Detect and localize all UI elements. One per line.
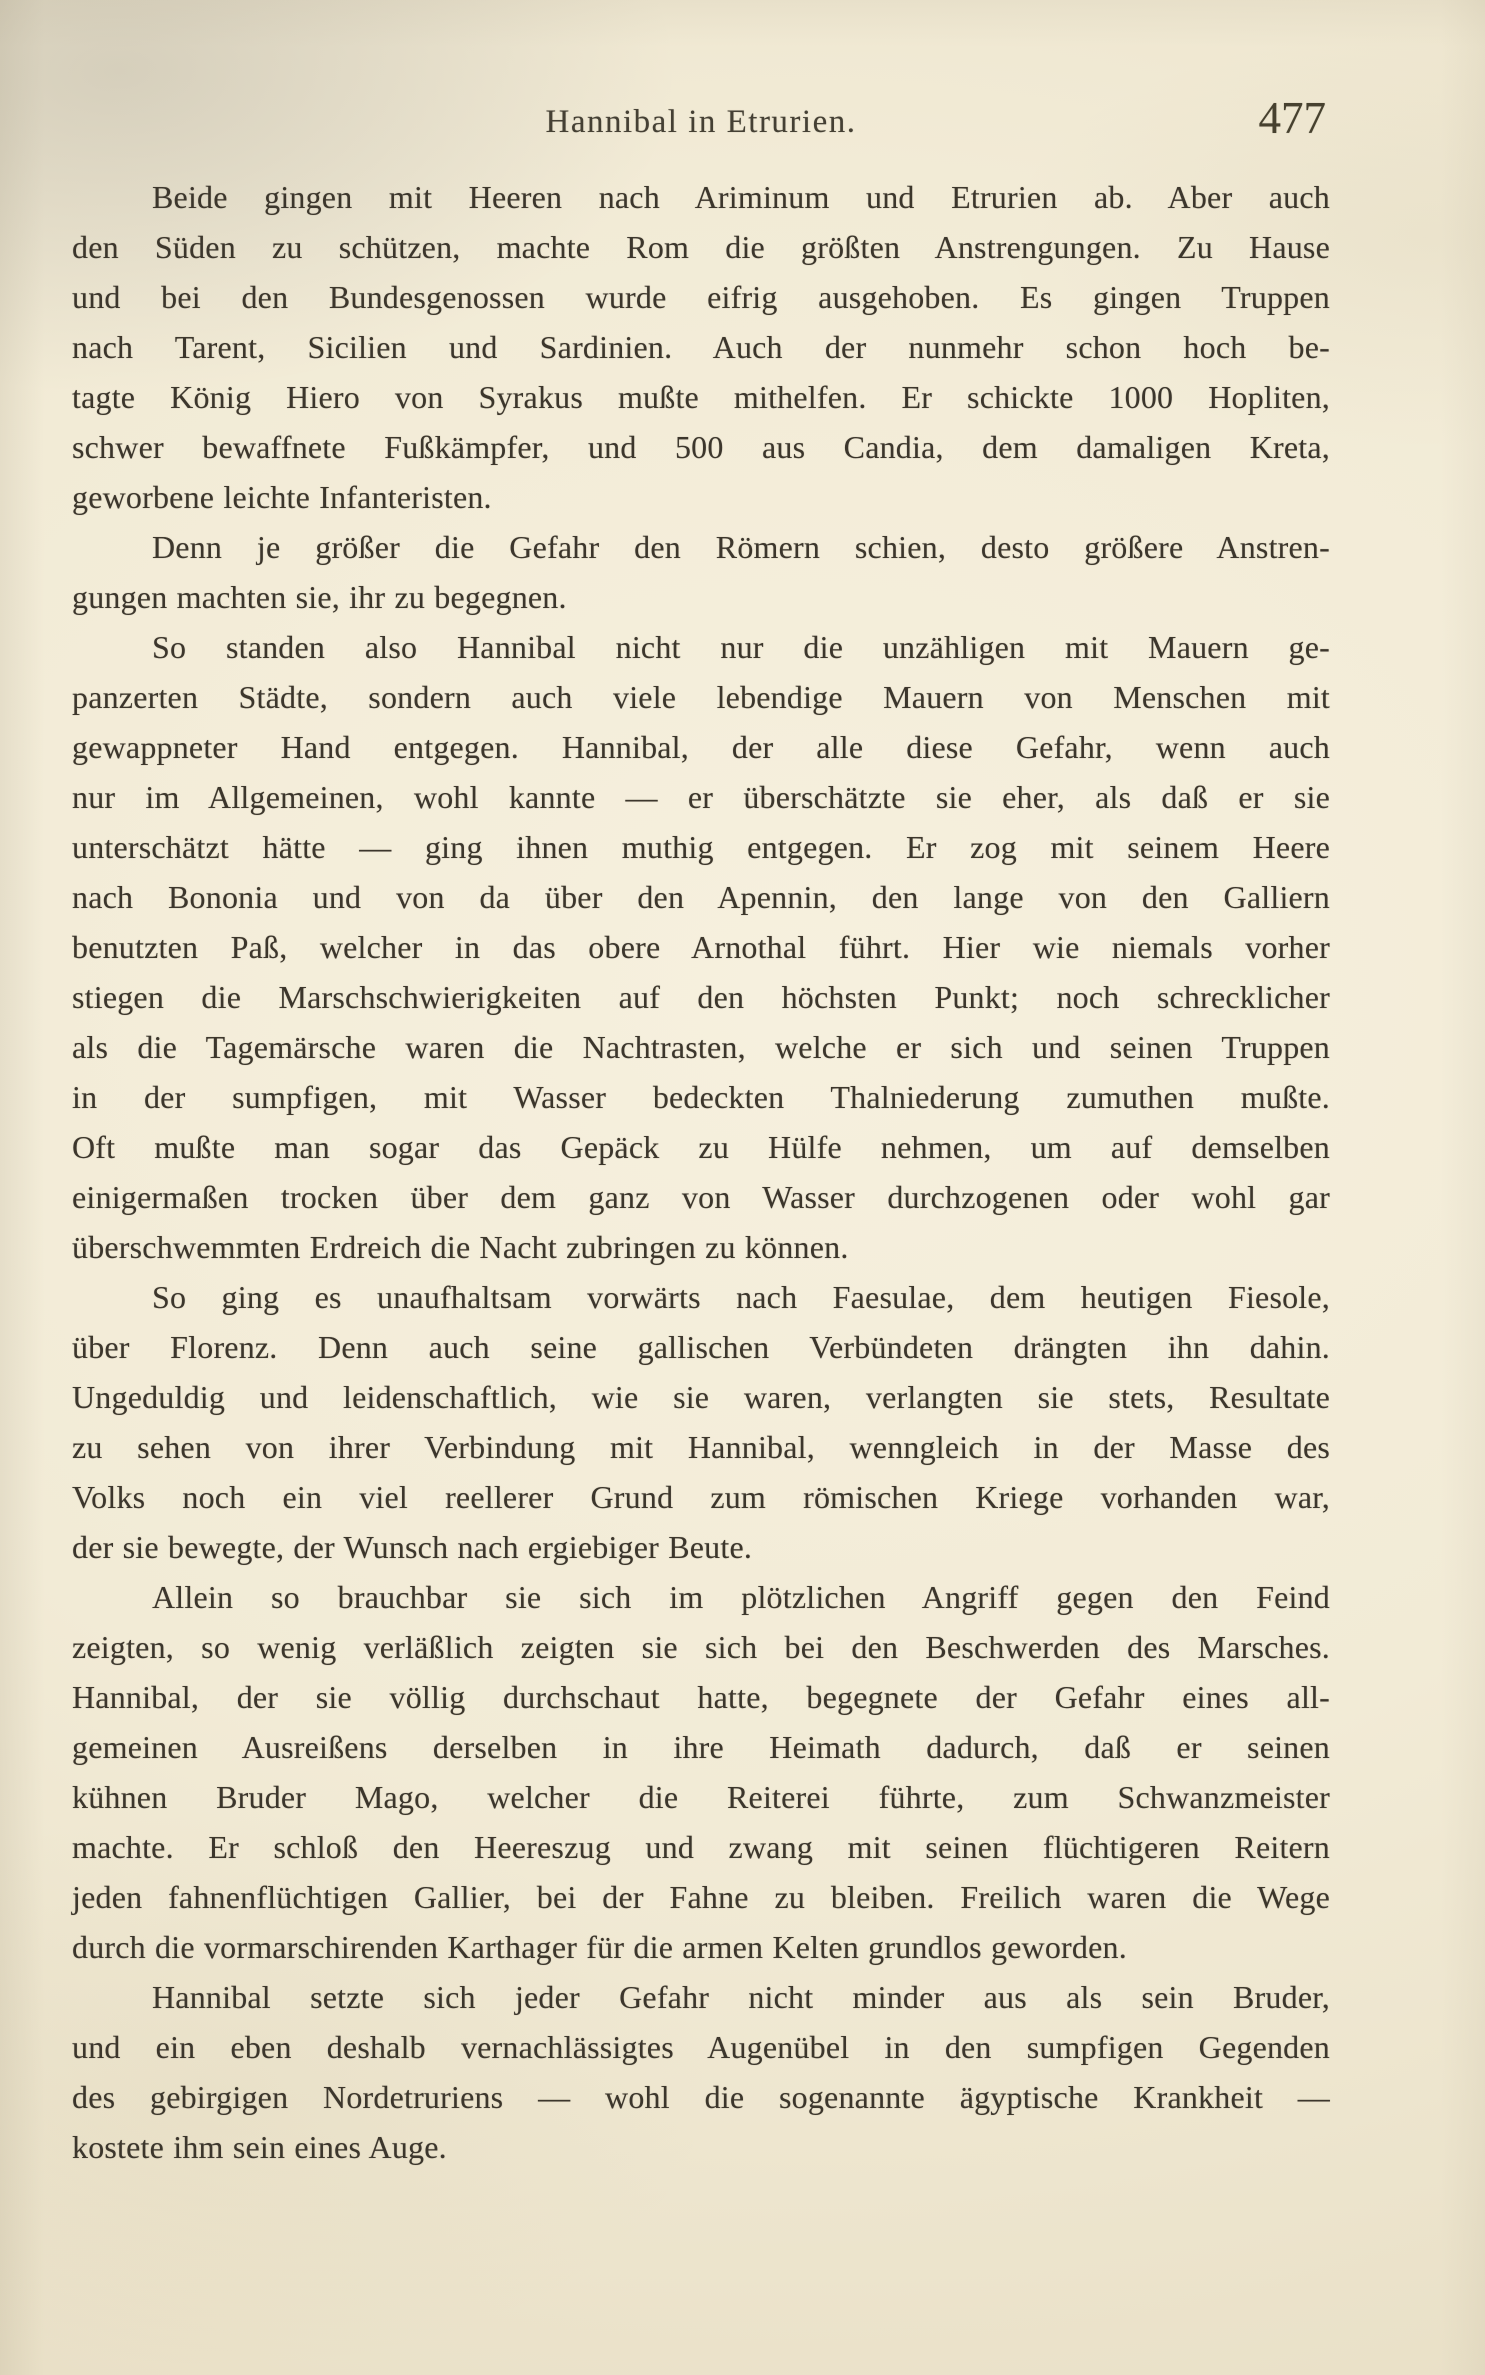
page-header bbox=[72, 92, 1330, 150]
paragraph bbox=[72, 622, 1330, 1272]
paragraph bbox=[72, 1572, 1330, 1972]
paragraph bbox=[72, 522, 1330, 622]
text-line: gungen machten sie, ihr zu begegnen. bbox=[72, 579, 567, 615]
text-line: tagte König Hiero von Syrakus mußte mithelfen. Er schickte 1000 Hopliten, bbox=[72, 379, 1330, 415]
text-line: benutzten Paß, welcher in das obere Arnothal führt. Hier wie niemals vorher bbox=[72, 929, 1330, 965]
paragraph bbox=[72, 1972, 1330, 2172]
text-line: Ungeduldig und leidenschaftlich, wie sie waren, verlangten sie stets, Resultate bbox=[72, 1379, 1330, 1415]
text-line: gewappneter Hand entgegen. Hannibal, der alle diese Gefahr, wenn auch bbox=[72, 729, 1330, 765]
text-line: geworbene leichte Infanteristen. bbox=[72, 479, 492, 515]
text-line: stiegen die Marschschwierigkeiten auf den höchsten Punkt; noch schrecklicher bbox=[72, 979, 1330, 1015]
text-line: der sie bewegte, der Wunsch nach ergiebiger Beute. bbox=[72, 1529, 753, 1565]
text-line: und ein eben deshalb vernachlässigtes Augenübel in den sumpfigen Gegenden bbox=[72, 2029, 1330, 2065]
text-line: panzerten Städte, sondern auch viele lebendige Mauern von Menschen mit bbox=[72, 679, 1330, 715]
text-line: Denn je größer die Gefahr den Römern schien, desto größere Anstren- bbox=[152, 529, 1330, 565]
text-line: zu sehen von ihrer Verbindung mit Hannibal, wenngleich in der Masse des bbox=[72, 1429, 1330, 1465]
text-line: schwer bewaffnete Fußkämpfer, und 500 aus Candia, dem damaligen Kreta, bbox=[72, 429, 1330, 465]
paragraph bbox=[72, 1272, 1330, 1572]
text-line: jeden fahnenflüchtigen Gallier, bei der Fahne zu bleiben. Freilich waren die Wege bbox=[72, 1879, 1330, 1915]
text-line: Hannibal, der sie völlig durchschaut hatte, begegnete der Gefahr eines all- bbox=[72, 1679, 1330, 1715]
text-line: als die Tagemärsche waren die Nachtrasten, welche er sich und seinen Truppen bbox=[72, 1029, 1330, 1065]
text-line: nach Bononia und von da über den Apennin, den lange von den Galliern bbox=[72, 879, 1330, 915]
text-line: Volks noch ein viel reellerer Grund zum römischen Kriege vorhanden war, bbox=[72, 1479, 1330, 1515]
text-line: einigermaßen trocken über dem ganz von Wasser durchzogenen oder wohl gar bbox=[72, 1179, 1330, 1215]
text-line: zeigten, so wenig verläßlich zeigten sie sich bei den Beschwerden des Marsches. bbox=[72, 1629, 1330, 1665]
text-line: Hannibal setzte sich jeder Gefahr nicht minder aus als sein Bruder, bbox=[152, 1979, 1330, 2015]
text-line: Oft mußte man sogar das Gepäck zu Hülfe nehmen, um auf demselben bbox=[72, 1129, 1330, 1165]
text-line: So standen also Hannibal nicht nur die unzähligen mit Mauern ge- bbox=[152, 629, 1330, 665]
text-line: kühnen Bruder Mago, welcher die Reiterei führte, zum Schwanzmeister bbox=[72, 1779, 1330, 1815]
running-title: Hannibal in Etrurien. bbox=[545, 104, 857, 140]
text-line: gemeinen Ausreißens derselben in ihre Heimath dadurch, daß er seinen bbox=[72, 1729, 1330, 1765]
text-line: So ging es unaufhaltsam vorwärts nach Faesulae, dem heutigen Fiesole, bbox=[152, 1279, 1330, 1315]
text-line: überschwemmten Erdreich die Nacht zubringen zu können. bbox=[72, 1229, 849, 1265]
text-line: und bei den Bundesgenossen wurde eifrig ausgehoben. Es gingen Truppen bbox=[72, 279, 1330, 315]
text-line: Allein so brauchbar sie sich im plötzlichen Angriff gegen den Feind bbox=[152, 1579, 1330, 1615]
text-line: des gebirgigen Nordetruriens — wohl die sogenannte ägyptische Krankheit — bbox=[72, 2079, 1330, 2115]
page-number: 477 bbox=[1258, 93, 1326, 143]
paragraph bbox=[72, 172, 1330, 522]
text-line: unterschätzt hätte — ging ihnen muthig entgegen. Er zog mit seinem Heere bbox=[72, 829, 1330, 865]
text-line: in der sumpfigen, mit Wasser bedeckten Thalniederung zumuthen mußte. bbox=[72, 1079, 1330, 1115]
text-line: den Süden zu schützen, machte Rom die größten Anstrengungen. Zu Hause bbox=[72, 229, 1330, 265]
text-line: durch die vormarschirenden Karthager für die armen Kelten grundlos geworden. bbox=[72, 1929, 1127, 1965]
text-line: über Florenz. Denn auch seine gallischen Verbündeten drängten ihn dahin. bbox=[72, 1329, 1330, 1365]
text-line: machte. Er schloß den Heereszug und zwang mit seinen flüchtigeren Reitern bbox=[72, 1829, 1330, 1865]
text-line: nach Tarent, Sicilien und Sardinien. Auch der nunmehr schon hoch be- bbox=[72, 329, 1330, 365]
text-line: Beide gingen mit Heeren nach Ariminum und Etrurien ab. Aber auch bbox=[152, 179, 1330, 215]
text-line: nur im Allgemeinen, wohl kannte — er überschätzte sie eher, als daß er sie bbox=[72, 779, 1330, 815]
text-line: kostete ihm sein eines Auge. bbox=[72, 2129, 447, 2165]
text-block bbox=[72, 172, 1330, 2172]
